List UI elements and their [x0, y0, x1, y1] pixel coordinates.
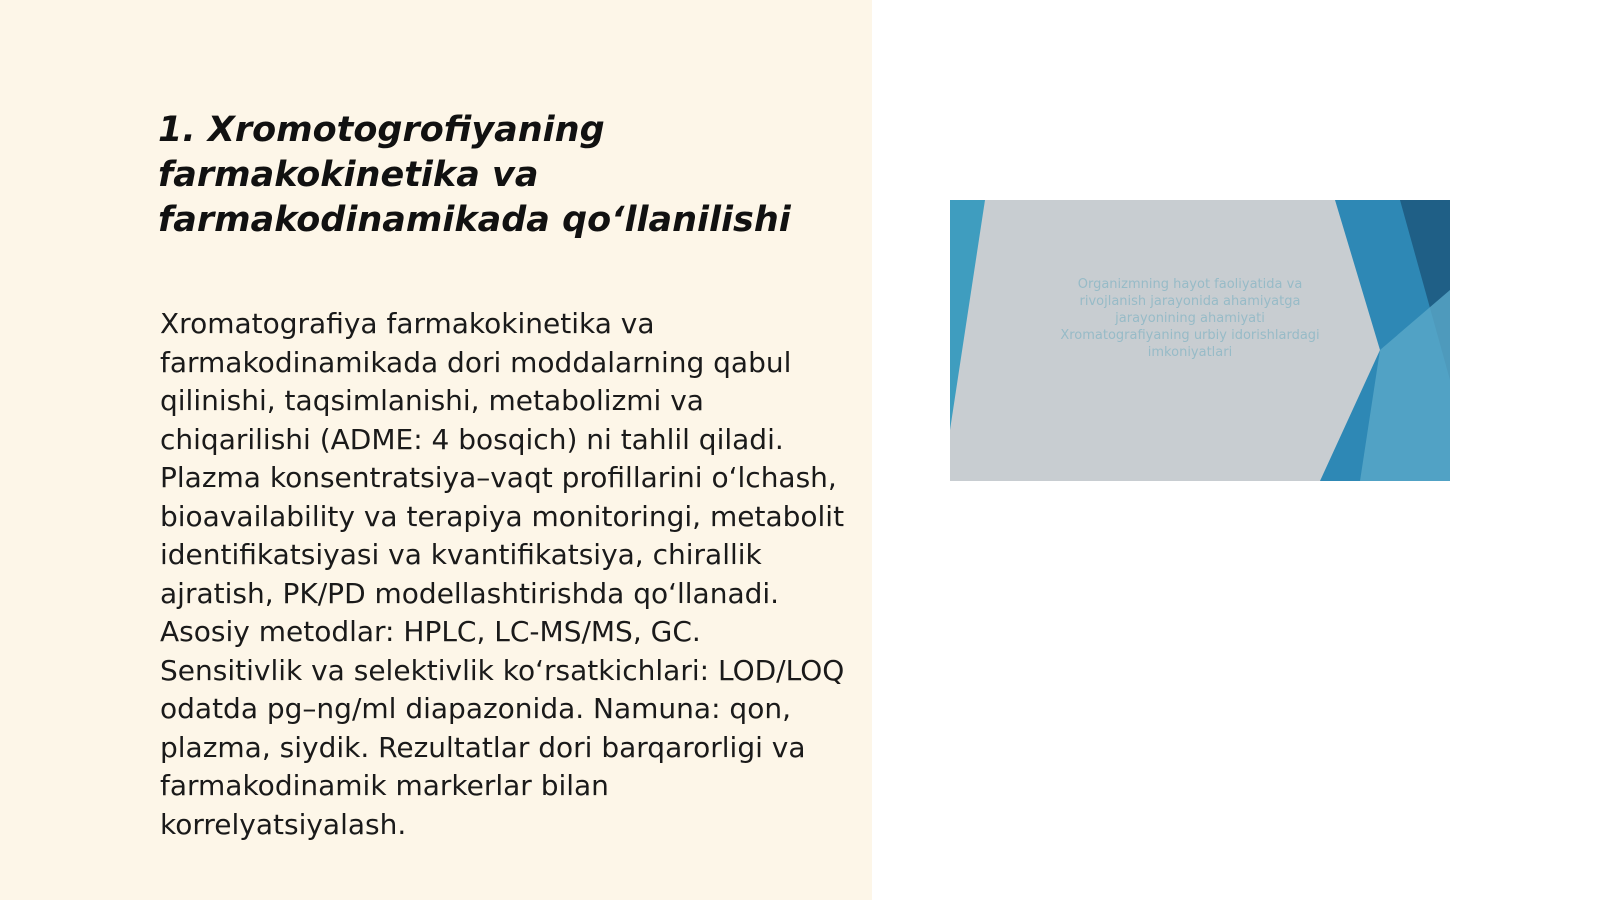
slide-title: 1. Xromotogrofiyaning farmakokinetika va farmakodinamikada qo‘llanilishi — [158, 110, 791, 240]
thumbnail-text: Organizmning hayot faoliyatida va rivojlanish jarayonida ahamiyatga jarayonining ahamiyati Xromatografiyaning urbiy idorishlardagi imkoniyatlari — [1060, 277, 1320, 360]
thumb-left-stripe — [950, 200, 985, 430]
slide-body-text: Xromatografiya farmakokinetika va farmakodinamikada dori moddalarning qabul qilinishi, taqsimlanishi, metabolizmi va chiqarilishi (ADME: 4 bosqich) ni tahlil qiladi. Plazma konsentratsiya–vaqt profillarini o‘lchash, bioavailability va terapiya monitoringi, metabolit identifikatsiyasi va kvantifikatsiya, chirallik ajratish, PK/PD modellashtirishda qo‘llanadi. Asosiy metodlar: HPLC, LC-MS/MS, GC. Sensitivlik va selektivlik ko‘rsatkichlari: LOD/LOQ odatda pg–ng/ml diapazonida. Namuna: qon, plazma, siydik. Rezultatlar dori barqarorligi va farmakodinamik markerlar bilan korrelyatsiyalash. — [160, 307, 845, 841]
slide-thumbnail-image — [950, 200, 1450, 481]
